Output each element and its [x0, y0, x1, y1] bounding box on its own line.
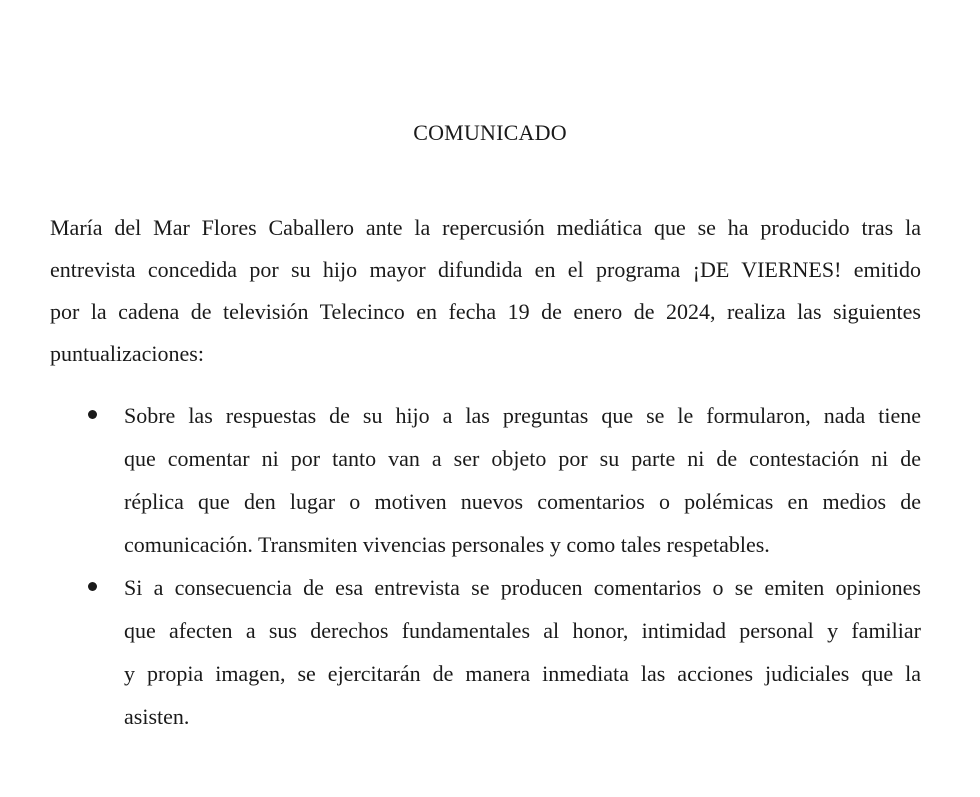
bullet-line: que comentar ni por tanto van a ser objeto por su parte ni de contestación ni de	[124, 446, 921, 471]
bullet-line: asisten.	[124, 704, 190, 729]
bullet-line: Sobre las respuestas de su hijo a las preguntas que se le formularon, nada tiene	[124, 403, 921, 428]
bullet-line: Si a consecuencia de esa entrevista se producen comentarios o se emiten opiniones	[124, 575, 921, 600]
intro-line: por la cadena de televisión Telecinco en fecha 19 de enero de 2024, realiza las siguientes	[50, 299, 921, 324]
intro-line: entrevista concedida por su hijo mayor difundida en el programa ¡DE VIERNES! emitido	[50, 257, 921, 282]
bullet-item	[0, 566, 980, 738]
bullet-text	[124, 394, 921, 566]
bullet-dot-icon	[88, 410, 97, 419]
intro-line: María del Mar Flores Caballero ante la repercusión mediática que se ha producido tras la	[50, 215, 921, 240]
bullet-text	[124, 566, 921, 738]
bullet-list	[0, 394, 980, 738]
bullet-item	[0, 394, 980, 566]
bullet-line: réplica que den lugar o motiven nuevos comentarios o polémicas en medios de	[124, 489, 921, 514]
bullet-dot-icon	[88, 582, 97, 591]
bullet-line: que afecten a sus derechos fundamentales al honor, intimidad personal y familiar	[124, 618, 921, 643]
bullet-line: comunicación. Transmiten vivencias personales y como tales respetables.	[124, 532, 770, 557]
bullet-line: y propia imagen, se ejercitarán de manera inmediata las acciones judiciales que la	[124, 661, 921, 686]
document-title: COMUNICADO	[413, 120, 567, 145]
intro-line: puntualizaciones:	[50, 341, 204, 366]
intro-paragraph	[50, 207, 921, 375]
